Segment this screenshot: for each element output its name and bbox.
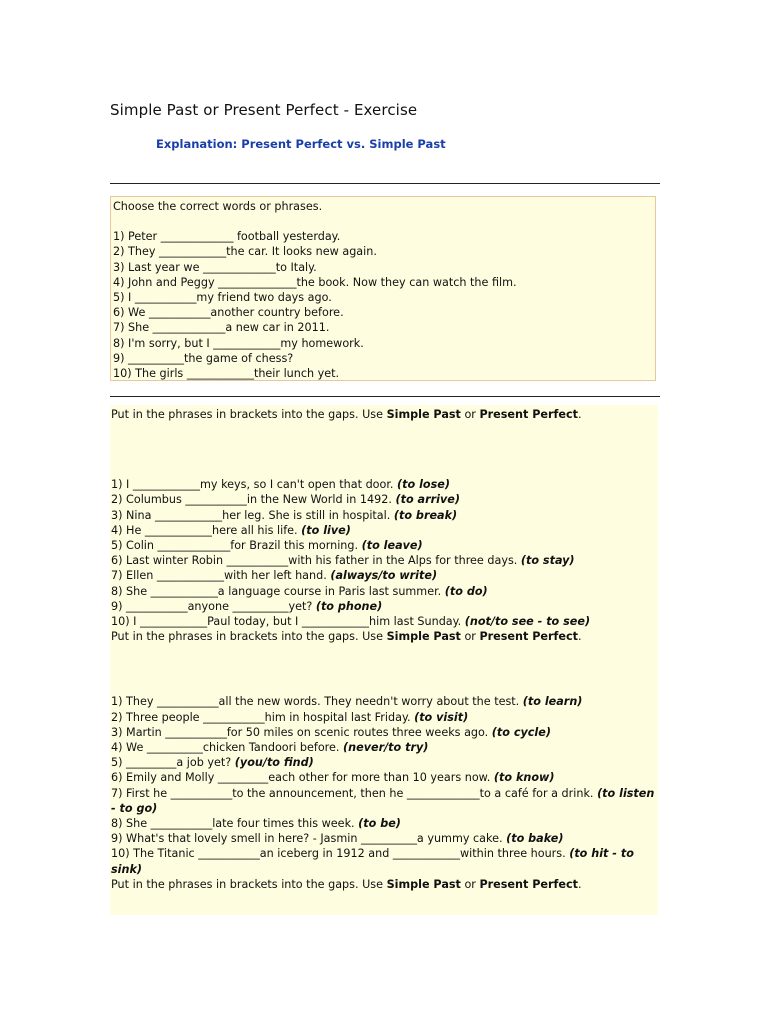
exercise-1-box [110,196,656,381]
exercise-1-item: 10) The girls ____________their lunch yet. [113,367,340,381]
exercise-3-item: 9) What's that lovely smell in here? - Jasmin __________a yummy cake. (to bake) [111,832,564,846]
exercise-1-item: 9) __________the game of chess? [113,351,294,365]
exercise-2-item: 7) Ellen ____________with her left hand. (always/to write) [111,569,438,583]
exercise-3-item: 4) We __________chicken Tandoori before. (never/to try) [111,741,429,755]
exercise-1-item: 2) They ____________the car. It looks new again. [113,245,377,259]
exercise-3-item: 10) The Titanic ___________an iceberg in 1912 and ____________within three hours. (to hit - to sink) [111,847,634,876]
divider [110,183,660,184]
exercise-2-box [110,405,658,915]
exercise-1-item: 3) Last year we _____________to Italy. [113,260,317,274]
divider [110,396,660,397]
exercise-3-item: 1) They ___________all the new words. They needn't worry about the test. (to learn) [111,695,583,709]
explanation-link[interactable]: Explanation: Present Perfect vs. Simple Past [156,137,446,151]
page-title: Simple Past or Present Perfect - Exercise [110,101,418,119]
exercise-2-item: 2) Columbus ___________in the New World in 1492. (to arrive) [111,493,460,507]
exercise-3-item: 3) Martin ___________for 50 miles on scenic routes three weeks ago. (to cycle) [111,725,551,739]
exercise-1-instruction: Choose the correct words or phrases. [113,200,323,213]
exercise-1-item: 8) I'm sorry, but I ____________my homework. [113,336,364,350]
exercise-1-item: 4) John and Peggy ______________the book. Now they can watch the film. [113,275,517,289]
exercise-2-item: 1) I ____________my keys, so I can't open that door. (to lose) [111,478,450,492]
exercise-3-instruction: Put in the phrases in brackets into the gaps. Use Simple Past or Present Perfect. [111,630,582,644]
exercise-1-item: 6) We ___________another country before. [113,306,344,320]
exercise-3-item: 7) First he ___________to the announcement, then he _____________to a café for a drink. (to listen - to go) [111,786,655,815]
exercise-3-item: 6) Emily and Molly _________each other for more than 10 years now. (to know) [111,771,555,785]
exercise-2-item: 3) Nina ____________her leg. She is still in hospital. (to break) [111,508,458,522]
exercise-1-item: 5) I ___________my friend two days ago. [113,291,332,305]
exercise-1-item: 7) She _____________a new car in 2011. [113,321,330,335]
exercise-2-instruction: Put in the phrases in brackets into the gaps. Use Simple Past or Present Perfect. [111,408,582,421]
exercise-2-item: 6) Last winter Robin ___________with his father in the Alps for three days. (to stay) [111,554,575,568]
exercise-1-item: 1) Peter _____________ football yesterday. [113,230,341,244]
exercise-2-item: 9) ___________anyone __________yet? (to phone) [111,599,383,613]
exercise-3-item: 5) _________a job yet? (you/to find) [111,756,314,770]
exercise-3-item: 2) Three people ___________him in hospital last Friday. (to visit) [111,710,469,724]
exercise-2-item: 10) I ____________Paul today, but I ____________him last Sunday. (not/to see - to see) [111,615,591,629]
exercise-3-item: 8) She ___________late four times this week. (to be) [111,817,401,831]
exercise-2-item: 8) She ____________a language course in Paris last summer. (to do) [111,584,488,598]
exercise-2-item: 4) He ____________here all his life. (to live) [111,523,351,537]
exercise-4-instruction: Put in the phrases in brackets into the gaps. Use Simple Past or Present Perfect. [111,877,582,891]
exercise-2-item: 5) Colin _____________for Brazil this morning. (to leave) [111,539,423,553]
